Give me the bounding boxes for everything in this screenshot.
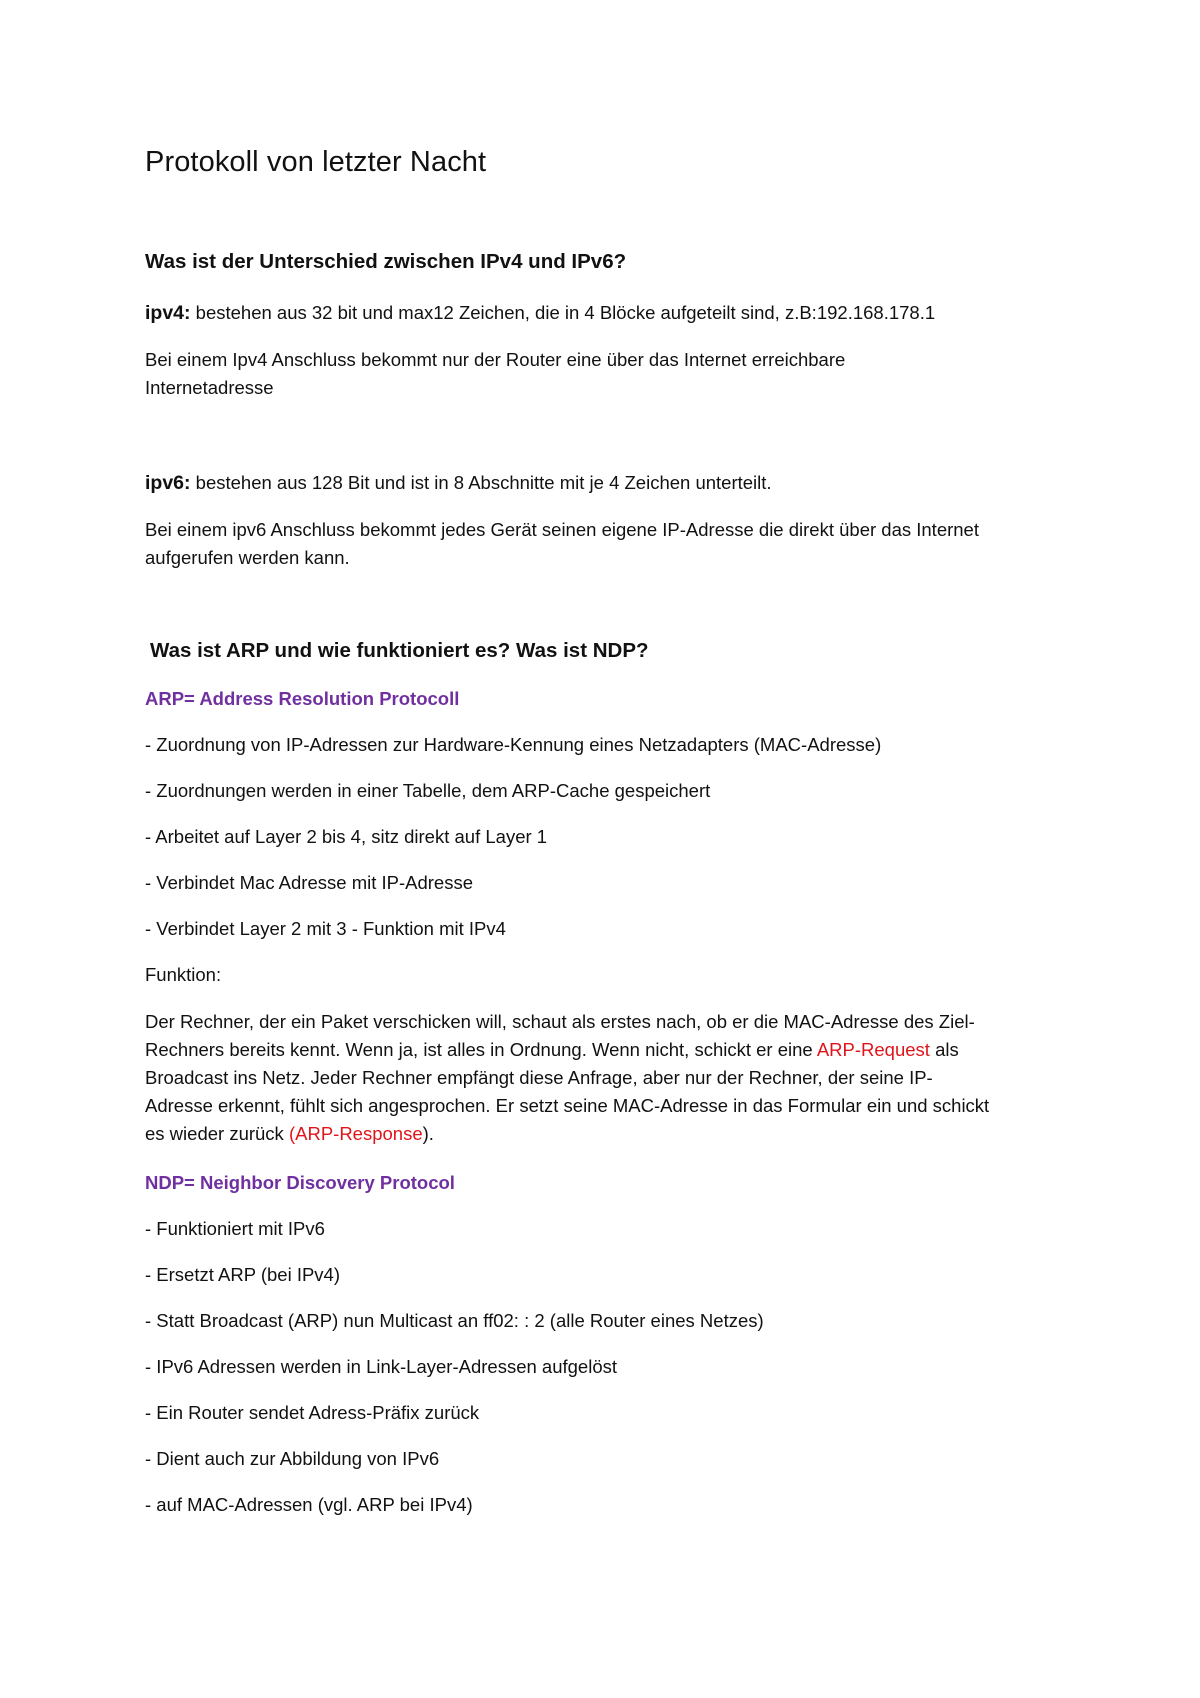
- function-line1: Der Rechner, der ein Paket verschicken will, schaut als erstes nach, ob er die MAC-Adresse des Ziel-: [145, 1011, 975, 1032]
- ndp-list-item: - IPv6 Adressen werden in Link-Layer-Adressen aufgelöst: [145, 1356, 618, 1377]
- ipv6-term: ipv6:: [145, 472, 191, 494]
- arp-response-highlight: (ARP-Response: [288, 1123, 423, 1144]
- arp-list-item: - Verbindet Mac Adresse mit IP-Adresse: [145, 872, 473, 893]
- ndp-title: NDP= Neighbor Discovery Protocol: [145, 1172, 455, 1193]
- ipv6-paragraph: [145, 469, 1075, 497]
- ipv4-note-line1: Bei einem Ipv4 Anschluss bekommt nur der Router eine über das Internet erreichbare: [145, 349, 846, 370]
- ndp-list-item: - Statt Broadcast (ARP) nun Multicast an ff02: : 2 (alle Router eines Netzes): [145, 1310, 764, 1331]
- function-line3: Broadcast ins Netz. Jeder Rechner empfängt diese Anfrage, aber nur der Rechner, der seine IP-: [145, 1067, 933, 1088]
- ipv4-note: [145, 346, 1075, 402]
- arp-list-item: - Zuordnung von IP-Adressen zur Hardware-Kennung eines Netzadapters (MAC-Adresse): [145, 734, 882, 755]
- function-label: Funktion:: [145, 964, 222, 985]
- function-paragraph: [145, 1008, 1075, 1148]
- ipv4-paragraph: [145, 299, 1075, 327]
- ndp-list-item: - Funktioniert mit IPv6: [145, 1218, 325, 1239]
- arp-list-item: - Verbindet Layer 2 mit 3 - Funktion mit IPv4: [145, 918, 506, 939]
- ndp-list-item: - Dient auch zur Abbildung von IPv6: [145, 1448, 440, 1469]
- ipv4-term: ipv4:: [145, 302, 191, 324]
- ipv6-note-line2: aufgerufen werden kann.: [145, 547, 350, 568]
- ipv6-text: bestehen aus 128 Bit und ist in 8 Abschnitte mit je 4 Zeichen unterteilt.: [190, 472, 772, 493]
- ndp-list-item: - auf MAC-Adressen (vgl. ARP bei IPv4): [145, 1494, 473, 1515]
- arp-request-highlight: ARP-Request: [816, 1039, 930, 1060]
- section-heading-arp-ndp: Was ist ARP und wie funktioniert es? Was ist NDP?: [150, 639, 649, 662]
- function-line5-a: es wieder zurück: [145, 1123, 289, 1144]
- arp-list-item: - Arbeitet auf Layer 2 bis 4, sitz direkt auf Layer 1: [145, 826, 548, 847]
- function-line4: Adresse erkennt, fühlt sich angesprochen. Er setzt seine MAC-Adresse in das Formular ein und schickt: [145, 1095, 990, 1116]
- ndp-list-item: - Ein Router sendet Adress-Präfix zurück: [145, 1402, 480, 1423]
- ipv4-note-line2: Internetadresse: [145, 377, 274, 398]
- ipv6-note-line1: Bei einem ipv6 Anschluss bekommt jedes Gerät seinen eigene IP-Adresse die direkt über das Internet: [145, 519, 979, 540]
- arp-list-item: - Zuordnungen werden in einer Tabelle, dem ARP-Cache gespeichert: [145, 780, 711, 801]
- function-line5-b: ).: [422, 1123, 434, 1144]
- function-line2-b: als: [929, 1039, 959, 1060]
- arp-title: ARP= Address Resolution Protocoll: [145, 688, 460, 709]
- page-title: Protokoll von letzter Nacht: [145, 146, 487, 178]
- section-heading-ipv4-ipv6: Was ist der Unterschied zwischen IPv4 und IPv6?: [145, 250, 627, 273]
- function-line2-a: Rechners bereits kennt. Wenn ja, ist alles in Ordnung. Wenn nicht, schickt er eine: [145, 1039, 817, 1060]
- ipv4-text: bestehen aus 32 bit und max12 Zeichen, die in 4 Blöcke aufgeteilt sind, z.B:192.168.178.1: [190, 302, 936, 323]
- ndp-list-item: - Ersetzt ARP (bei IPv4): [145, 1264, 340, 1285]
- ipv6-note: [145, 516, 1075, 572]
